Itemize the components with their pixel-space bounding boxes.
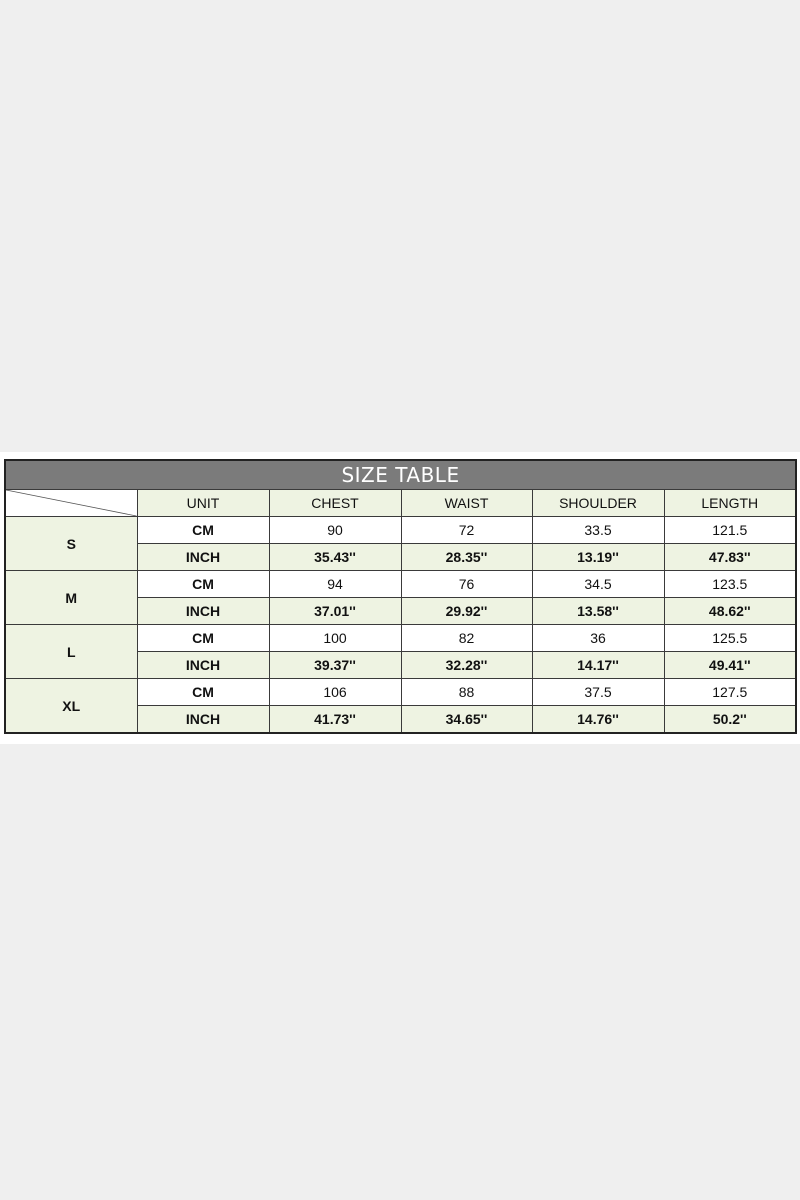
shoulder-cell: 33.5 xyxy=(532,517,664,544)
length-cell: 127.5 xyxy=(664,679,796,706)
unit-cell: CM xyxy=(137,571,269,598)
length-cell: 50.2'' xyxy=(664,706,796,734)
shoulder-cell: 13.58'' xyxy=(532,598,664,625)
size-label: S xyxy=(5,517,137,571)
header-length: LENGTH xyxy=(664,490,796,517)
unit-cell: INCH xyxy=(137,652,269,679)
header-waist: WAIST xyxy=(401,490,532,517)
chest-cell: 106 xyxy=(269,679,401,706)
shoulder-cell: 37.5 xyxy=(532,679,664,706)
length-cell: 47.83'' xyxy=(664,544,796,571)
waist-cell: 88 xyxy=(401,679,532,706)
waist-cell: 29.92'' xyxy=(401,598,532,625)
title-row xyxy=(5,460,796,490)
table-row xyxy=(5,625,796,652)
size-label: M xyxy=(5,571,137,625)
diagonal-divider xyxy=(6,490,137,516)
waist-cell: 82 xyxy=(401,625,532,652)
length-cell: 123.5 xyxy=(664,571,796,598)
length-cell: 125.5 xyxy=(664,625,796,652)
header-chest: CHEST xyxy=(269,490,401,517)
header-unit: UNIT xyxy=(137,490,269,517)
size-table xyxy=(4,459,797,734)
chest-cell: 94 xyxy=(269,571,401,598)
chest-cell: 90 xyxy=(269,517,401,544)
unit-cell: INCH xyxy=(137,598,269,625)
shoulder-cell: 34.5 xyxy=(532,571,664,598)
length-cell: 49.41'' xyxy=(664,652,796,679)
shoulder-cell: 13.19'' xyxy=(532,544,664,571)
chest-cell: 35.43'' xyxy=(269,544,401,571)
waist-cell: 72 xyxy=(401,517,532,544)
chest-cell: 41.73'' xyxy=(269,706,401,734)
waist-cell: 34.65'' xyxy=(401,706,532,734)
unit-cell: INCH xyxy=(137,544,269,571)
unit-cell: CM xyxy=(137,517,269,544)
length-cell: 48.62'' xyxy=(664,598,796,625)
chest-cell: 100 xyxy=(269,625,401,652)
header-row xyxy=(5,490,796,517)
size-label: L xyxy=(5,625,137,679)
table-row xyxy=(5,679,796,706)
chest-cell: 37.01'' xyxy=(269,598,401,625)
waist-cell: 76 xyxy=(401,571,532,598)
shoulder-cell: 14.76'' xyxy=(532,706,664,734)
length-cell: 121.5 xyxy=(664,517,796,544)
chest-cell: 39.37'' xyxy=(269,652,401,679)
table-title: SIZE TABLE xyxy=(5,460,796,490)
unit-cell: INCH xyxy=(137,706,269,734)
unit-cell: CM xyxy=(137,625,269,652)
unit-cell: CM xyxy=(137,679,269,706)
shoulder-cell: 14.17'' xyxy=(532,652,664,679)
table-row xyxy=(5,571,796,598)
header-shoulder: SHOULDER xyxy=(532,490,664,517)
waist-cell: 32.28'' xyxy=(401,652,532,679)
size-label: XL xyxy=(5,679,137,734)
shoulder-cell: 36 xyxy=(532,625,664,652)
corner-cell xyxy=(5,490,137,517)
waist-cell: 28.35'' xyxy=(401,544,532,571)
table-row xyxy=(5,517,796,544)
